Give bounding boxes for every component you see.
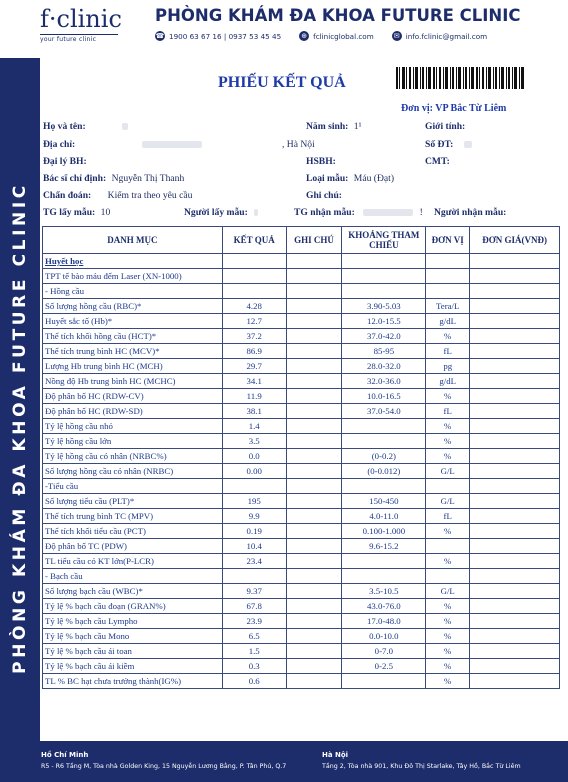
group-heading: -Tiểu cầu [43, 479, 223, 494]
note-cell [286, 374, 342, 389]
test-name: Độ phân bố HC (RDW-SD) [43, 404, 223, 419]
range-cell: 17.0-48.0 [342, 614, 426, 629]
birth-label: Năm sinh: [306, 121, 349, 132]
results-table [42, 226, 560, 689]
note-cell [286, 344, 342, 359]
header-reference-range: KHOẢNG THAM CHIẾU [342, 227, 426, 254]
test-name: Độ phân bố TC (PDW) [43, 539, 223, 554]
range-cell: 9.6-15.2 [342, 539, 426, 554]
table-row [43, 329, 560, 344]
table-row [43, 554, 560, 569]
agent-label: Đại lý BH: [43, 156, 87, 167]
gender-label: Giới tính: [425, 121, 466, 132]
range-cell [342, 434, 426, 449]
redacted-receive-time [363, 209, 413, 216]
result-cell: 23.4 [222, 554, 286, 569]
table-row [43, 539, 560, 554]
note-cell [286, 584, 342, 599]
range-cell: 85-95 [342, 344, 426, 359]
test-name: Số lượng hồng cầu có nhân (NRBC) [43, 464, 223, 479]
table-row [43, 464, 560, 479]
result-cell: 195 [222, 494, 286, 509]
sample-time-field [43, 207, 110, 218]
price-cell [470, 539, 560, 554]
price-cell [470, 464, 560, 479]
note-cell [286, 599, 342, 614]
note-cell [286, 554, 342, 569]
range-cell [342, 479, 426, 494]
range-cell: 0-2.5 [342, 659, 426, 674]
test-name: TL % BC hạt chưa trưởng thành(IG%) [43, 674, 223, 689]
note-cell [286, 389, 342, 404]
range-cell: 37.0-42.0 [342, 329, 426, 344]
test-name: Lượng Hb trung bình HC (MCH) [43, 359, 223, 374]
birth-value: 1¹ [353, 121, 362, 132]
price-cell [470, 524, 560, 539]
unit-cell: % [426, 629, 470, 644]
price-cell [470, 389, 560, 404]
doctor-value: Nguyễn Thị Thanh [111, 173, 185, 184]
range-cell: 0.0-10.0 [342, 629, 426, 644]
range-cell: (0-0.012) [342, 464, 426, 479]
unit-cell: G/L [426, 464, 470, 479]
range-cell: 32.0-36.0 [342, 374, 426, 389]
sample-time-value: 10 [100, 207, 111, 218]
group-heading: - Bạch cầu [43, 569, 223, 584]
unit-cell [426, 254, 470, 269]
range-cell: 0-7.0 [342, 644, 426, 659]
test-name: Huyết sắc tố (Hb)* [43, 314, 223, 329]
unit-cell: fL [426, 509, 470, 524]
table-row [43, 659, 560, 674]
table-row [43, 599, 560, 614]
result-cell: 11.9 [222, 389, 286, 404]
header-unit: ĐƠN VỊ [426, 227, 470, 254]
price-cell [470, 509, 560, 524]
result-cell: 86.9 [222, 344, 286, 359]
globe-icon: ⊕ [299, 31, 309, 41]
clinic-unit: Đơn vị: VP Bắc Từ Liêm [401, 103, 507, 114]
table-row [43, 359, 560, 374]
group-heading: TPT tế bào máu đếm Laser (XN-1000) [43, 269, 223, 284]
phone-icon: ☎ [155, 32, 165, 40]
address-field [43, 139, 202, 150]
price-cell [470, 284, 560, 299]
test-name: Độ phân bố HC (RDW-CV) [43, 389, 223, 404]
table-row [43, 299, 560, 314]
unit-cell: % [426, 674, 470, 689]
sample-type-value: Máu (Đạt) [353, 173, 395, 184]
test-name: Số lượng hồng cầu (RBC)* [43, 299, 223, 314]
result-cell: 34.1 [222, 374, 286, 389]
note-cell [286, 434, 342, 449]
diagnosis-value: Kiểm tra theo yêu cầu [107, 190, 193, 201]
footer-hcm-address: R5 - R6 Tầng M, Tòa nhà Golden King, 15 Nguyễn Lương Bằng, P. Tân Phú, Q.7 [41, 763, 287, 770]
test-name: Tỷ lệ % bạch cầu Lympho [43, 614, 223, 629]
note-cell [286, 614, 342, 629]
logo-tagline: your future clinic [40, 34, 118, 43]
price-cell [470, 359, 560, 374]
table-row [43, 419, 560, 434]
redacted-phone [464, 141, 472, 148]
test-name: Tỷ lệ % bạch cầu Mono [43, 629, 223, 644]
result-cell: 23.9 [222, 614, 286, 629]
test-name: Tỷ lệ hồng cầu lớn [43, 434, 223, 449]
price-cell [470, 584, 560, 599]
range-cell: 0.100-1.000 [342, 524, 426, 539]
sample-type-label: Loại mẫu: [306, 173, 349, 184]
result-cell: 10.4 [222, 539, 286, 554]
unit-cell: G/L [426, 584, 470, 599]
table-row [43, 509, 560, 524]
address-value: , Hà Nội [282, 139, 315, 150]
clinic-name-heading: PHÒNG KHÁM ĐA KHOA FUTURE CLINIC [155, 6, 521, 25]
price-cell [470, 479, 560, 494]
result-cell: 0.3 [222, 659, 286, 674]
table-row [43, 374, 560, 389]
table-row [43, 389, 560, 404]
note-cell [286, 314, 342, 329]
note-cell [286, 254, 342, 269]
result-cell: 0.0 [222, 449, 286, 464]
note-cell [286, 494, 342, 509]
table-row [43, 314, 560, 329]
unit-cell [426, 539, 470, 554]
unit-cell: % [426, 554, 470, 569]
price-cell [470, 374, 560, 389]
test-name: Tỷ lệ % bạch cầu ái toan [43, 644, 223, 659]
clinic-logo [40, 5, 122, 43]
note-cell [286, 449, 342, 464]
range-cell: 28.0-32.0 [342, 359, 426, 374]
range-cell [342, 554, 426, 569]
redacted-name [122, 123, 128, 130]
note-cell [286, 479, 342, 494]
footer-hcm-city: Hồ Chí Minh [41, 751, 89, 759]
unit-cell: pg [426, 359, 470, 374]
header-price: ĐƠN GIÁ(VNĐ) [470, 227, 560, 254]
note-cell [286, 329, 342, 344]
document-title: PHIẾU KẾT QUẢ [218, 74, 346, 91]
note-field [306, 190, 342, 201]
note-cell [286, 269, 342, 284]
price-cell [470, 329, 560, 344]
range-cell [342, 254, 426, 269]
unit-cell: g/dL [426, 314, 470, 329]
note-cell [286, 359, 342, 374]
result-cell: 9.9 [222, 509, 286, 524]
range-cell: 10.0-16.5 [342, 389, 426, 404]
note-cell [286, 644, 342, 659]
test-name: Thể tích khối hồng cầu (HCT)* [43, 329, 223, 344]
sidebar-clinic-name: PHÒNG KHÁM ĐA KHOA FUTURE CLINIC [10, 182, 30, 674]
range-cell: 37.0-54.0 [342, 404, 426, 419]
table-row [43, 614, 560, 629]
contact-website [299, 31, 374, 41]
result-cell: 9.37 [222, 584, 286, 599]
note-cell [286, 509, 342, 524]
note-cell [286, 284, 342, 299]
address-city [282, 139, 315, 150]
website-text: fclinicglobal.com [313, 31, 374, 41]
table-row [43, 569, 560, 584]
hsbh-field [306, 156, 336, 167]
result-cell: 37.2 [222, 329, 286, 344]
result-cell: 67.8 [222, 599, 286, 614]
result-cell: 6.5 [222, 629, 286, 644]
note-cell [286, 539, 342, 554]
section-heading: Huyết học [43, 254, 223, 269]
result-cell [222, 269, 286, 284]
test-name: Thể tích khối tiểu cầu (PCT) [43, 524, 223, 539]
table-row [43, 269, 560, 284]
price-cell [470, 599, 560, 614]
doctor-label: Bác sĩ chỉ định: [43, 173, 107, 184]
range-cell: 4.0-11.0 [342, 509, 426, 524]
agent-field [43, 156, 87, 167]
test-name: Nồng độ Hb trung bình HC (MCHC) [43, 374, 223, 389]
result-cell [222, 569, 286, 584]
note-cell [286, 299, 342, 314]
unit-cell: % [426, 449, 470, 464]
unit-cell [426, 479, 470, 494]
unit-cell: % [426, 599, 470, 614]
price-cell [470, 254, 560, 269]
diagnosis-field [43, 190, 192, 201]
test-name: Thể tích trung bình HC (MCV)* [43, 344, 223, 359]
unit-cell: % [426, 389, 470, 404]
price-cell [470, 554, 560, 569]
name-label: Họ và tên: [43, 121, 86, 132]
unit-cell: % [426, 524, 470, 539]
sampler-field [184, 207, 258, 218]
result-cell: 38.1 [222, 404, 286, 419]
table-row [43, 434, 560, 449]
table-row [43, 284, 560, 299]
receive-time-field [294, 207, 423, 218]
cmt-label: CMT: [425, 156, 450, 167]
test-name: Tỷ lệ hồng cầu có nhân (NRBC%) [43, 449, 223, 464]
address-label: Địa chỉ: [43, 139, 76, 150]
result-cell: 0.6 [222, 674, 286, 689]
test-name: Tỷ lệ % bạch cầu đoạn (GRAN%) [43, 599, 223, 614]
test-name: TL tiểu cầu có KT lớn(P-LCR) [43, 554, 223, 569]
unit-cell: fL [426, 404, 470, 419]
results-body [43, 254, 560, 689]
test-name: Thể tích trung bình TC (MPV) [43, 509, 223, 524]
gender-field [425, 121, 465, 132]
price-cell [470, 659, 560, 674]
range-cell [342, 569, 426, 584]
unit-cell: % [426, 614, 470, 629]
header-category: DANH MỤC [43, 227, 223, 254]
sidebar-band [0, 58, 40, 741]
price-cell [470, 404, 560, 419]
phone-label: Số ĐT: [425, 139, 454, 150]
table-row [43, 629, 560, 644]
hsbh-label: HSBH: [306, 156, 336, 167]
sample-type-field [306, 173, 394, 184]
result-cell: 0.00 [222, 464, 286, 479]
footer [0, 741, 568, 782]
unit-cell: g/dL [426, 374, 470, 389]
note-cell [286, 524, 342, 539]
range-cell: 43.0-76.0 [342, 599, 426, 614]
result-cell: 1.5 [222, 644, 286, 659]
group-heading: - Hồng cầu [43, 284, 223, 299]
cmt-field [425, 156, 450, 167]
table-row [43, 644, 560, 659]
diagnosis-label: Chẩn đoán: [43, 190, 92, 201]
unit-cell [426, 569, 470, 584]
price-cell [470, 614, 560, 629]
contact-email [392, 31, 487, 41]
footer-hanoi-city: Hà Nội [322, 751, 349, 759]
note-cell [286, 419, 342, 434]
note-cell [286, 464, 342, 479]
result-cell: 29.7 [222, 359, 286, 374]
price-cell [470, 299, 560, 314]
range-cell [342, 674, 426, 689]
receiver-label: Người nhận mẫu: [434, 207, 507, 218]
range-cell [342, 419, 426, 434]
table-row [43, 404, 560, 419]
header-result: KẾT QUẢ [222, 227, 286, 254]
doctor-field [43, 173, 184, 184]
price-cell [470, 419, 560, 434]
price-cell [470, 314, 560, 329]
footer-hanoi-address: Tầng 2, Tòa nhà 901, Khu Đô Thị Starlake, Tây Hồ, Bắc Từ Liêm [322, 763, 521, 770]
redacted-sampler [254, 209, 258, 216]
price-cell [470, 674, 560, 689]
unit-cell: % [426, 434, 470, 449]
result-cell: 1.4 [222, 419, 286, 434]
header-note: GHI CHÚ [286, 227, 342, 254]
price-cell [470, 434, 560, 449]
birth-field [306, 121, 361, 132]
note-cell [286, 629, 342, 644]
table-row [43, 254, 560, 269]
table-header-row [43, 227, 560, 254]
receiver-field [434, 207, 506, 218]
name-field [43, 121, 128, 132]
table-row [43, 344, 560, 359]
unit-cell: % [426, 419, 470, 434]
contact-bar [155, 31, 487, 41]
range-cell: (0-0.2) [342, 449, 426, 464]
unit-cell: fL [426, 344, 470, 359]
result-cell: 0.19 [222, 524, 286, 539]
sample-time-label: TG lấy mẫu: [43, 207, 96, 218]
unit-cell: % [426, 659, 470, 674]
note-cell [286, 569, 342, 584]
email-text: info.fclinic@gmail.com [405, 31, 488, 41]
price-cell [470, 644, 560, 659]
result-cell: 4.28 [222, 299, 286, 314]
note-cell [286, 404, 342, 419]
range-cell: 12.0-15.5 [342, 314, 426, 329]
range-cell [342, 269, 426, 284]
price-cell [470, 449, 560, 464]
price-cell [470, 569, 560, 584]
range-cell: 150-450 [342, 494, 426, 509]
price-cell [470, 629, 560, 644]
note-cell [286, 659, 342, 674]
table-row [43, 449, 560, 464]
footer-hcm [41, 751, 286, 770]
result-cell [222, 284, 286, 299]
sampler-label: Người lấy mẫu: [184, 207, 248, 218]
result-cell: 3.5 [222, 434, 286, 449]
price-cell [470, 344, 560, 359]
price-cell [470, 494, 560, 509]
test-name: Số lượng bạch cầu (WBC)* [43, 584, 223, 599]
range-cell [342, 284, 426, 299]
receive-time-value: ! [419, 207, 423, 218]
table-row [43, 524, 560, 539]
test-name: Tỷ lệ hồng cầu nhỏ [43, 419, 223, 434]
unit-cell [426, 269, 470, 284]
table-row [43, 494, 560, 509]
phone-text: 1900 63 67 16 | 0937 53 45 45 [169, 31, 282, 41]
footer-hanoi [322, 751, 521, 770]
unit-cell: % [426, 329, 470, 344]
unit-cell: G/L [426, 494, 470, 509]
phone-field [425, 139, 472, 150]
range-cell: 3.5-10.5 [342, 584, 426, 599]
barcode [396, 67, 524, 89]
unit-cell: Tera/L [426, 299, 470, 314]
result-cell [222, 479, 286, 494]
range-cell: 3.90-5.03 [342, 299, 426, 314]
receive-time-label: TG nhận mẫu: [294, 207, 355, 218]
result-cell [222, 254, 286, 269]
table-row [43, 479, 560, 494]
result-cell: 12.7 [222, 314, 286, 329]
unit-cell [426, 284, 470, 299]
price-cell [470, 269, 560, 284]
logo-wordmark: f·clinic [40, 5, 122, 33]
table-row [43, 584, 560, 599]
test-name: Số lượng tiểu cầu (PLT)* [43, 494, 223, 509]
mail-icon: ✉ [392, 31, 402, 41]
note-label: Ghi chú: [306, 190, 342, 201]
redacted-address [142, 141, 202, 148]
unit-cell: % [426, 644, 470, 659]
contact-phone [155, 31, 281, 41]
table-row [43, 674, 560, 689]
test-name: Tỷ lệ % bạch cầu ái kiềm [43, 659, 223, 674]
note-cell [286, 674, 342, 689]
